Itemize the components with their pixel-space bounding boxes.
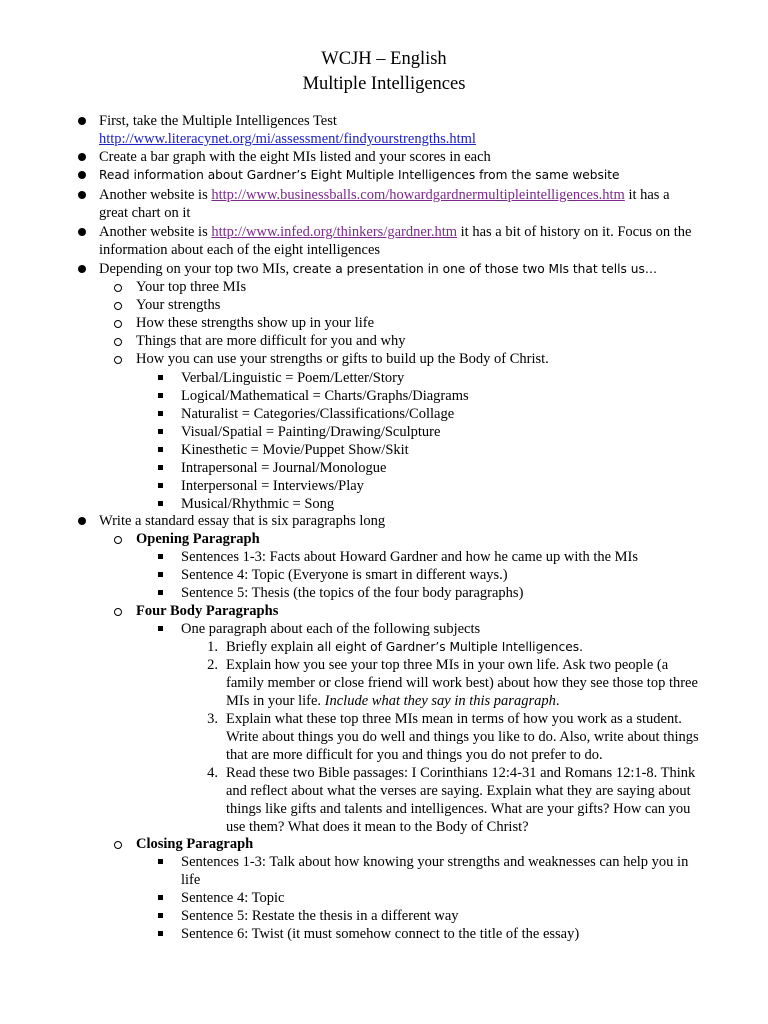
body-item-4-line: use them? What does it mean to the Body of Christ?: [226, 819, 529, 835]
bullet-square: [158, 626, 163, 631]
body-item-2-line: [226, 692, 559, 710]
essay-intro: Write a standard essay that is six paragraphs long: [99, 513, 386, 529]
step-text-part: it has a: [624, 187, 670, 203]
bullet-square: [158, 859, 163, 864]
mi-format-item: Musical/Rhythmic = Song: [181, 496, 335, 512]
bullet-circle: [114, 338, 122, 346]
bullet-square: [158, 572, 163, 577]
opening-item: Sentences 1-3: Facts about Howard Gardner and how he came up with the MIs: [181, 549, 639, 565]
list-item: Things that are more difficult for you and why: [136, 333, 406, 349]
step-text-sans: create a presentation in one of those two MIs that tells us…: [292, 262, 658, 276]
document-title: WCJH – English: [321, 49, 447, 69]
mi-format-item: Verbal/Linguistic = Poem/Letter/Story: [181, 370, 405, 386]
opening-item: Sentence 5: Thesis (the topics of the four body paragraphs): [181, 585, 524, 601]
infed-link[interactable]: http://www.infed.org/thinkers/gardner.htm: [211, 224, 458, 240]
bullet-circle: [114, 841, 122, 849]
closing-heading: [136, 835, 253, 853]
body-item-4-line: Read these two Bible passages: I Corinthians 12:4-31 and Romans 12:1-8. Think: [226, 765, 696, 781]
step-text-part: Another website is: [99, 224, 212, 240]
list-number: 4.: [207, 765, 218, 781]
closing-item: life: [181, 872, 201, 888]
step-text-part: Depending on your top two MIs,: [99, 261, 293, 277]
bullet-square: [158, 375, 163, 380]
literacynet-link[interactable]: http://www.literacynet.org/mi/assessment/findyourstrengths.html: [99, 131, 476, 147]
body-intro: One paragraph about each of the following subjects: [181, 621, 481, 637]
bullet-dot: [78, 191, 86, 199]
body-heading: [136, 602, 278, 620]
bullet-square: [158, 501, 163, 506]
body-item-3-line: that are more difficult for you and things you do not prefer to do.: [226, 747, 603, 763]
list-number: 3.: [207, 711, 218, 727]
step-text: great chart on it: [99, 205, 191, 221]
bullet-circle: [114, 536, 122, 544]
closing-item: Sentence 6: Twist (it must somehow connect to the title of the essay): [181, 926, 580, 942]
step-text: information about each of the eight intelligences: [99, 242, 381, 258]
step-text-sans: Read information about Gardner’s Eight Multiple Intelligences from the same website: [99, 168, 620, 182]
bullet-circle: [114, 356, 122, 364]
body-item-3-line: Explain what these top three MIs mean in terms of how you work as a student.: [226, 711, 682, 727]
closing-heading-text: Closing Paragraph: [136, 836, 254, 852]
body-item-3-line: Write about things you do well and things you like to do. Also, write about things: [226, 729, 699, 745]
bullet-dot: [78, 117, 86, 125]
step-text: [99, 186, 670, 204]
bullet-dot: [78, 517, 86, 525]
document-subtitle: Multiple Intelligences: [302, 74, 466, 94]
closing-item: Sentences 1-3: Talk about how knowing your strengths and weaknesses can help you in: [181, 854, 689, 870]
step-text: Create a bar graph with the eight MIs listed and your scores in each: [99, 149, 491, 165]
bullet-circle: [114, 302, 122, 310]
bullet-dot: [78, 228, 86, 236]
bullet-circle: [114, 608, 122, 616]
closing-item: Sentence 5: Restate the thesis in a different way: [181, 908, 459, 924]
bullet-square: [158, 393, 163, 398]
bullet-square: [158, 554, 163, 559]
step-text: [99, 260, 657, 278]
opening-heading: [136, 530, 260, 548]
body-item-1: [226, 638, 583, 656]
bullet-dot: [78, 153, 86, 161]
bullet-dot: [78, 171, 86, 179]
closing-item: Sentence 4: Topic: [181, 890, 285, 906]
businessballs-link[interactable]: http://www.businessballs.com/howardgardnermultipleintelligences.htm: [211, 187, 625, 203]
bullet-square: [158, 895, 163, 900]
opening-item: Sentence 4: Topic (Everyone is smart in different ways.): [181, 567, 508, 583]
list-item: How you can use your strengths or gifts to build up the Body of Christ.: [136, 351, 549, 367]
body-heading-text: Four Body Paragraphs: [136, 603, 279, 619]
step-text-part: it has a bit of history on it. Focus on the: [457, 224, 692, 240]
body-item-text-sans: all eight of Gardner’s Multiple Intelligences.: [317, 640, 583, 654]
mi-format-item: Logical/Mathematical = Charts/Graphs/Diagrams: [181, 388, 469, 404]
body-item-text: .: [555, 693, 560, 709]
opening-heading-text: Opening Paragraph: [136, 531, 260, 547]
list-item: Your strengths: [136, 297, 221, 313]
mi-format-item: Visual/Spatial = Painting/Drawing/Sculpture: [181, 424, 441, 440]
list-item: How these strengths show up in your life: [136, 315, 375, 331]
body-item-italic: Include what they say in this paragraph: [324, 693, 556, 709]
bullet-square: [158, 465, 163, 470]
bullet-square: [158, 411, 163, 416]
mi-format-item: Interpersonal = Interviews/Play: [181, 478, 364, 494]
body-item-4-line: and reflect about what the verses are saying. Explain what they are saying about: [226, 783, 691, 799]
bullet-square: [158, 447, 163, 452]
bullet-circle: [114, 284, 122, 292]
bullet-square: [158, 590, 163, 595]
list-item: Your top three MIs: [136, 279, 247, 295]
body-item-text: MIs in your life.: [226, 693, 325, 709]
mi-format-item: Intrapersonal = Journal/Monologue: [181, 460, 387, 476]
body-item-2-line: family member or close friend will work best) about how they see those top three: [226, 675, 698, 691]
step-text: [99, 223, 691, 241]
bullet-dot: [78, 265, 86, 273]
list-number: 1.: [207, 639, 218, 655]
mi-format-item: Kinesthetic = Movie/Puppet Show/Skit: [181, 442, 409, 458]
list-number: 2.: [207, 657, 218, 673]
body-item-2-line: Explain how you see your top three MIs in your own life. Ask two people (a: [226, 657, 669, 673]
step-text: [99, 166, 620, 184]
bullet-circle: [114, 320, 122, 328]
mi-format-item: Naturalist = Categories/Classifications/Collage: [181, 406, 455, 422]
bullet-square: [158, 913, 163, 918]
body-item-4-line: things like gifts and talents and intelligences. What are your gifts? How can you: [226, 801, 691, 817]
step-text-part: Another website is: [99, 187, 212, 203]
body-item-text: Briefly explain: [226, 639, 318, 655]
bullet-square: [158, 483, 163, 488]
bullet-square: [158, 931, 163, 936]
bullet-square: [158, 429, 163, 434]
step-text: First, take the Multiple Intelligences Test: [99, 113, 337, 129]
